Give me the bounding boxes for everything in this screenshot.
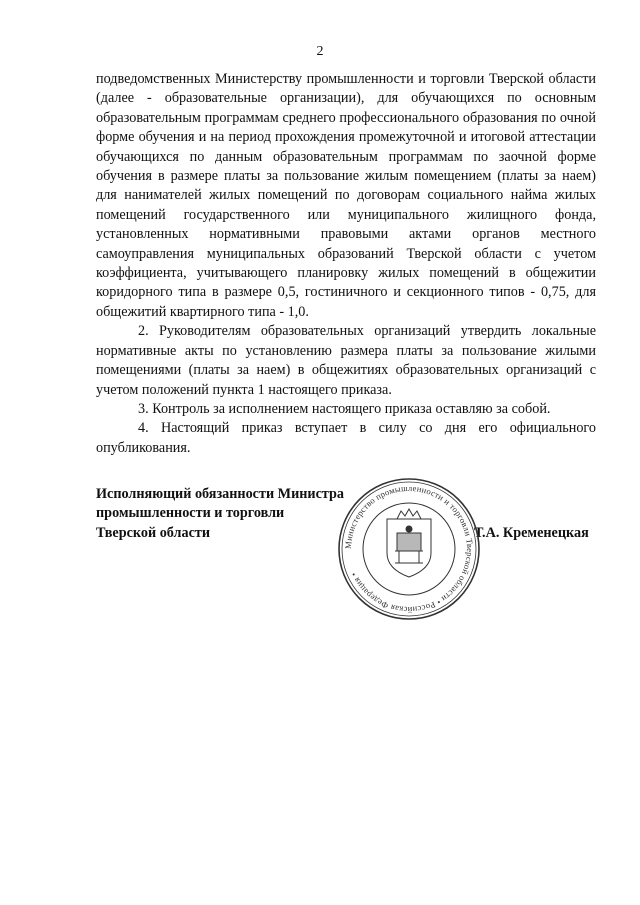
paragraph-item-3: 3. Контроль за исполнением настоящего приказа оставляю за собой. [138, 400, 551, 417]
paragraph-item-4: 4. Настоящий приказ вступает в силу со дня его официального опубликования. [96, 420, 596, 456]
signer-name: Т.А. Кременецкая [474, 525, 589, 541]
signer-position-line: промышленности и торговли [96, 505, 285, 522]
signer-position-line: Исполняющий обязанности Министра [96, 486, 345, 502]
paragraph-item-2: 2. Руководителям образовательных организаций утвердить локальные нормативные акты по установлению размера платы за пользование жилыми помещениями (платы за наем) в общежитиях образовательных организаций с учетом положений пункта 1 настоящего приказа. [96, 323, 596, 398]
signer-position-line: Тверской области [96, 524, 211, 541]
coat-of-arms-icon [387, 509, 431, 577]
official-seal [335, 475, 483, 623]
paragraph-continuation: подведомственных Министерству промышленности и торговли Тверской области (далее - образовательные организации), для обучающихся по основным образовательным программам среднего профессионального образования по очной форме обучения и на период прохождения промежуточной и итоговой аттестации обучающихся по данным образовательным программам по заочной форме обучения в размере платы за пользование жилым помещением (платы за наем) для нанимателей жилых помещений по договорам социального найма жилых помещений государственного или муниципального жилищного фонда, установленных нормативными правовыми актами органов местного самоуправления муниципальных образований Тверской области с учетом коэффициента, учитывающего планировку жилых помещений в общежитии коридорного типа в размере 0,5, гостиничного и секционного типов - 0,75, для общежитий квартирного типа - 1,0. [96, 71, 596, 320]
order-body [96, 70, 596, 458]
seal-ring-text: Министерство промышленности и торговли Тверской области • Российская Федерация • [342, 482, 476, 616]
page-number: 2 [316, 44, 324, 59]
